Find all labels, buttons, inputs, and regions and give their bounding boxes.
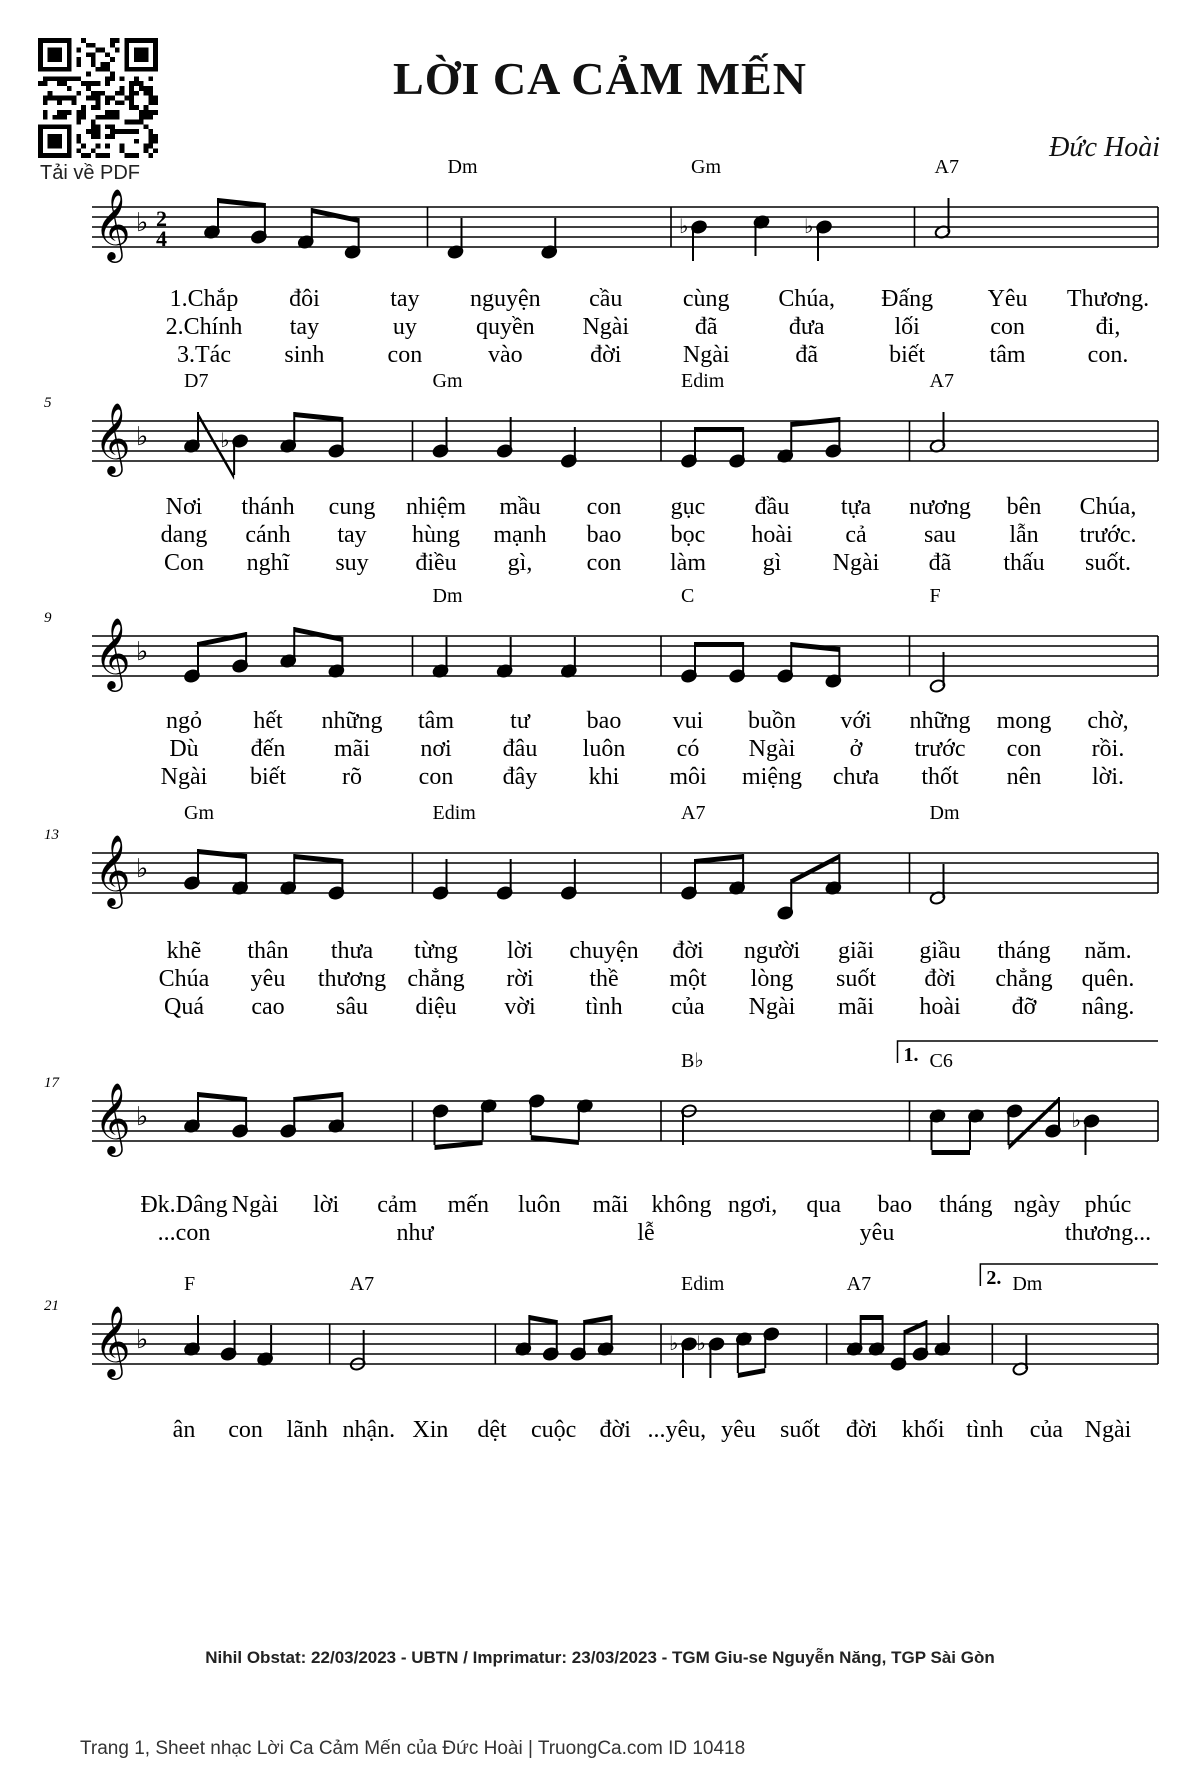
- lyric-syllable: khẽ: [166, 938, 202, 964]
- lyric-syllable: ngày: [1013, 1192, 1061, 1218]
- treble-clef-icon: 𝄞: [94, 616, 131, 689]
- lyric-syllable: Ngài: [1084, 1417, 1132, 1443]
- lyric-syllable: tư: [510, 708, 530, 734]
- lyric-syllable: biết: [250, 764, 286, 790]
- lyric-syllable: một: [669, 966, 707, 992]
- staff-system: [44, 370, 1158, 576]
- lyric-syllable: thánh: [241, 494, 295, 520]
- lyric-syllable: nhận.: [342, 1417, 396, 1443]
- lyric-syllable: vào: [488, 342, 523, 368]
- lyric-syllable: con: [586, 550, 622, 576]
- lyric-syllable: lẫn: [1009, 522, 1039, 548]
- lyric-syllable: thấu: [1003, 550, 1045, 576]
- page-footer: Trang 1, Sheet nhạc Lời Ca Cảm Mến của Đức Hoài | TruongCa.com ID 10418: [80, 1738, 746, 1759]
- chord-label: Dm: [432, 585, 463, 607]
- note-beam: [791, 854, 839, 884]
- lyric-syllable: như: [396, 1220, 434, 1246]
- chord-label: A7: [349, 1273, 375, 1295]
- lyric-syllable: cùng: [682, 286, 730, 312]
- lyric-syllable: mãi: [592, 1192, 629, 1218]
- lyric-syllable: thương: [317, 966, 387, 992]
- chord-label: Dm: [929, 802, 960, 824]
- lyric-syllable: chờ,: [1087, 708, 1129, 734]
- chord-label: Edim: [432, 802, 476, 824]
- lyric-syllable: đã: [795, 342, 818, 368]
- lyric-syllable: lối: [894, 314, 920, 340]
- lyric-syllable: đây: [502, 764, 538, 790]
- lyric-syllable: hoài: [751, 522, 793, 548]
- treble-clef-icon: 𝄞: [94, 1304, 131, 1377]
- treble-clef-icon: 𝄞: [94, 1081, 131, 1154]
- lyric-syllable: tình: [966, 1417, 1004, 1443]
- volta-bracket: [980, 1264, 1158, 1286]
- lyric-syllable: hoài: [919, 994, 961, 1020]
- lyric-syllable: mong: [996, 708, 1052, 734]
- flat-key-signature-icon: ♭: [136, 1325, 149, 1355]
- lyric-syllable: qua: [806, 1192, 842, 1218]
- measure-number: 21: [44, 1298, 59, 1314]
- lyric-syllable: tay: [289, 314, 320, 340]
- lyric-syllable: mãi: [334, 736, 370, 762]
- flat-accidental-icon: ♭: [679, 216, 689, 238]
- lyric-syllable: yêu: [250, 966, 286, 992]
- lyric-syllable: sau: [924, 522, 956, 548]
- lyric-syllable: khối: [901, 1417, 945, 1443]
- lyric-syllable: nghĩ: [246, 550, 290, 576]
- lyric-syllable: vui: [672, 708, 704, 734]
- lyric-syllable: con: [418, 764, 454, 790]
- flat-accidental-icon: ♭: [220, 430, 230, 452]
- lyric-syllable: của: [1029, 1417, 1064, 1443]
- flat-key-signature-icon: ♭: [136, 854, 149, 884]
- flat-key-signature-icon: ♭: [136, 422, 149, 452]
- lyric-syllable: đời: [924, 966, 956, 992]
- lyric-syllable: đâu: [502, 736, 538, 762]
- lyric-syllable: đến: [250, 736, 286, 762]
- lyric-syllable: hùng: [412, 522, 460, 548]
- lyric-syllable: bao: [586, 522, 622, 548]
- note-beam: [198, 632, 246, 647]
- lyric-syllable: ngơi,: [727, 1192, 778, 1218]
- chord-label: Edim: [681, 1273, 725, 1295]
- lyric-syllable: Yêu: [987, 286, 1028, 312]
- lyric-syllable: chẳng: [407, 966, 465, 992]
- lyric-syllable: con: [387, 342, 423, 368]
- lyric-syllable: đã: [694, 314, 718, 340]
- lyric-syllable: Con: [163, 550, 205, 576]
- lyric-syllable: đời: [599, 1417, 631, 1443]
- lyric-syllable: trước: [914, 736, 966, 762]
- lyric-syllable: mạnh: [493, 522, 547, 548]
- lyric-syllable: dệt: [477, 1417, 507, 1443]
- chord-label: Dm: [447, 156, 478, 178]
- lyric-syllable: thân: [247, 938, 289, 964]
- lyric-syllable: gì: [762, 550, 782, 576]
- lyric-syllable: suốt.: [1084, 550, 1132, 576]
- lyric-syllable: đã: [928, 550, 952, 576]
- lyric-syllable: diệu: [415, 994, 457, 1020]
- lyric-syllable: tay: [337, 522, 367, 548]
- lyric-syllable: suốt: [835, 966, 877, 992]
- lyric-syllable: hết: [253, 708, 283, 734]
- chord-label: Edim: [681, 370, 725, 392]
- lyric-syllable: đầu: [754, 494, 790, 520]
- lyric-syllable: tháng: [997, 938, 1051, 964]
- chord-label: A7: [846, 1273, 872, 1295]
- chord-label: D7: [184, 370, 209, 392]
- lyric-syllable: thưa: [330, 938, 374, 964]
- note-beam: [932, 1150, 971, 1155]
- lyric-syllable: rồi.: [1091, 736, 1125, 762]
- lyric-syllable: Ngài: [231, 1192, 279, 1218]
- lyric-syllable: đưa: [788, 314, 825, 340]
- composer-name: Đức Hoài: [1049, 132, 1160, 163]
- lyric-syllable: biết: [889, 342, 926, 368]
- lyric-syllable: nhiệm: [406, 494, 466, 520]
- lyric-syllable: những: [909, 708, 971, 734]
- lyric-syllable: 3.Tác: [177, 342, 231, 368]
- lyric-syllable: thốt: [921, 764, 959, 790]
- measure-number: 9: [44, 610, 52, 626]
- chord-label: Gm: [432, 370, 463, 392]
- staff-system: [44, 1041, 1158, 1246]
- volta-number: 2.: [986, 1267, 1002, 1289]
- treble-clef-icon: 𝄞: [94, 833, 131, 906]
- imprimatur-note: Nihil Obstat: 22/03/2023 - UBTN / Imprimatur: 23/03/2023 - TGM Giu-se Nguyễn Năng, TGP Sài Gòn: [205, 1648, 995, 1667]
- lyric-syllable: rời: [506, 966, 534, 992]
- lyric-syllable: sinh: [284, 342, 325, 368]
- lyric-syllable: Ngài: [832, 550, 880, 576]
- staff-system: [44, 802, 1158, 1020]
- lyric-syllable: Chúa,: [778, 286, 836, 312]
- volta-number: 1.: [903, 1044, 919, 1066]
- lyric-syllable: đời: [672, 938, 704, 964]
- lyric-syllable: ở: [849, 736, 863, 762]
- lyric-syllable: cao: [251, 994, 285, 1020]
- measure-number: 13: [44, 827, 59, 843]
- lyric-syllable: từng: [414, 938, 458, 964]
- lyric-syllable: đi,: [1095, 314, 1121, 340]
- note-beam: [738, 1368, 765, 1378]
- lyric-syllable: Nơi: [165, 494, 203, 520]
- chord-label: B♭: [681, 1050, 704, 1072]
- lyric-syllable: nâng.: [1081, 994, 1135, 1020]
- lyric-syllable: có: [676, 736, 700, 762]
- lyric-syllable: suốt: [779, 1417, 821, 1443]
- time-signature-top: 2: [156, 206, 167, 231]
- chord-label: C: [681, 585, 695, 607]
- flat-accidental-icon: ♭: [669, 1333, 679, 1355]
- note-beam: [905, 1320, 927, 1335]
- lyric-syllable: con: [1006, 736, 1042, 762]
- note-beam: [294, 627, 342, 642]
- lyric-syllable: cảm: [377, 1192, 418, 1218]
- lyric-syllable: yêu: [721, 1417, 756, 1443]
- lyric-syllable: người: [743, 938, 801, 964]
- lyric-syllable: sâu: [336, 994, 368, 1020]
- chord-label: A7: [934, 156, 959, 178]
- note-beam: [531, 1135, 579, 1145]
- lyric-syllable: Ngài: [582, 314, 630, 340]
- lyric-syllable: tâm: [989, 342, 1026, 368]
- lyric-syllable: con.: [1087, 342, 1129, 368]
- lyric-syllable: tựa: [840, 494, 872, 520]
- lyric-syllable: buồn: [748, 708, 796, 734]
- lyric-syllable: Ngài: [748, 736, 796, 762]
- chord-label: F: [184, 1273, 196, 1295]
- lyric-syllable: gục: [670, 494, 706, 520]
- chord-label: C6: [929, 1050, 953, 1072]
- lyric-syllable: tháng: [939, 1192, 993, 1218]
- lyric-syllable: Thương.: [1066, 286, 1150, 312]
- lyric-syllable: giầu: [919, 938, 961, 964]
- lyric-syllable: vời: [504, 994, 536, 1020]
- lyric-syllable: tay: [390, 286, 420, 312]
- chord-label: Dm: [1012, 1273, 1043, 1295]
- lyric-syllable: nơi: [420, 736, 452, 762]
- lyric-syllable: ...con: [157, 1220, 211, 1246]
- lyric-syllable: khi: [588, 764, 620, 790]
- chord-label: A7: [929, 370, 954, 392]
- note-beam: [198, 849, 246, 859]
- lyric-syllable: gì,: [507, 550, 533, 576]
- lyric-syllable: ngỏ: [166, 708, 202, 734]
- lyric-syllable: Ngài: [160, 764, 208, 790]
- chord-label: A7: [681, 802, 706, 824]
- lyric-syllable: nương: [909, 494, 971, 520]
- note-beam: [695, 427, 743, 432]
- lyric-syllable: con: [990, 314, 1025, 340]
- lyric-syllable: con: [228, 1417, 263, 1443]
- lyric-syllable: của: [671, 994, 705, 1020]
- lyric-syllable: lời: [313, 1192, 340, 1218]
- lyric-syllable: lời.: [1091, 764, 1125, 790]
- lyric-syllable: những: [321, 708, 383, 734]
- treble-clef-icon: 𝄞: [94, 401, 131, 474]
- lyric-syllable: miệng: [742, 764, 802, 790]
- treble-clef-icon: 𝄞: [94, 187, 131, 260]
- lyric-syllable: lãnh: [286, 1417, 328, 1443]
- lyric-syllable: mãi: [838, 994, 874, 1020]
- lyric-syllable: quên.: [1081, 966, 1135, 992]
- flat-key-signature-icon: ♭: [136, 1102, 149, 1132]
- flat-accidental-icon: ♭: [1071, 1110, 1081, 1132]
- lyric-syllable: điều: [415, 550, 457, 576]
- lyric-syllable: Dù: [169, 736, 199, 762]
- lyric-syllable: Xin: [412, 1417, 449, 1443]
- lyric-syllable: quyền: [476, 314, 535, 340]
- lyric-syllable: cung: [328, 494, 376, 520]
- time-signature-bottom: 4: [156, 226, 167, 251]
- lyric-syllable: Đấng: [881, 286, 934, 312]
- flat-accidental-icon: ♭: [804, 216, 814, 238]
- lyric-syllable: cánh: [245, 522, 291, 548]
- lyric-syllable: phúc: [1084, 1192, 1132, 1218]
- measure-number: 5: [44, 395, 52, 411]
- lyric-syllable: rõ: [342, 764, 362, 790]
- lyric-syllable: yêu: [859, 1220, 895, 1246]
- lyric-syllable: chuyện: [569, 938, 639, 964]
- lyric-syllable: luôn: [582, 736, 626, 762]
- lyric-syllable: chưa: [832, 764, 880, 790]
- lyric-syllable: lễ: [637, 1220, 655, 1246]
- lyric-syllable: ...yêu,: [647, 1417, 707, 1443]
- lyric-syllable: con: [586, 494, 622, 520]
- lyric-syllable: tâm: [418, 708, 454, 734]
- lyric-syllable: 1.Chắp: [169, 286, 239, 312]
- lyric-syllable: suy: [335, 550, 369, 576]
- lyric-syllable: Ngài: [748, 994, 796, 1020]
- lyric-syllable: đôi: [289, 286, 320, 312]
- note-beam: [861, 1315, 883, 1320]
- lyric-syllable: bọc: [670, 522, 706, 548]
- flat-key-signature-icon: ♭: [136, 208, 149, 238]
- flat-key-signature-icon: ♭: [136, 637, 149, 667]
- lyric-syllable: đời: [590, 342, 622, 368]
- lyric-syllable: dang: [160, 522, 208, 548]
- lyric-syllable: với: [840, 708, 872, 734]
- lyric-syllable: bên: [1006, 494, 1042, 520]
- lyric-syllable: thề: [589, 966, 619, 992]
- flat-accidental-icon: ♭: [696, 1333, 706, 1355]
- lyric-syllable: Đk.Dâng: [140, 1192, 228, 1218]
- note-beam: [695, 642, 743, 647]
- lyric-syllable: năm.: [1084, 938, 1132, 964]
- lyric-syllable: làm: [670, 550, 706, 576]
- lyric-syllable: trước.: [1079, 522, 1137, 548]
- staff-system: [44, 585, 1158, 790]
- lyric-syllable: thương...: [1064, 1220, 1152, 1246]
- lyric-syllable: môi: [669, 764, 707, 790]
- download-pdf-link[interactable]: Tải về PDF: [40, 162, 141, 184]
- staff-system: [44, 1264, 1158, 1443]
- lyric-syllable: tình: [585, 994, 623, 1020]
- lyric-syllable: lòng: [750, 966, 794, 992]
- lyric-syllable: đời: [845, 1417, 878, 1443]
- note-beam: [791, 642, 839, 652]
- lyric-syllable: Quá: [164, 994, 204, 1020]
- lyric-syllable: nguyện: [470, 286, 541, 312]
- lyric-syllable: nên: [1006, 764, 1042, 790]
- staff-system: [92, 156, 1158, 368]
- lyric-syllable: không: [651, 1192, 712, 1218]
- lyric-syllable: ân: [172, 1417, 196, 1443]
- lyric-syllable: mến: [447, 1192, 489, 1218]
- lyric-syllable: luôn: [518, 1192, 561, 1218]
- lyric-syllable: bao: [586, 708, 622, 734]
- lyric-syllable: cầu: [589, 286, 623, 312]
- lyric-syllable: chẳng: [995, 966, 1053, 992]
- measure-number: 17: [44, 1075, 59, 1091]
- lyric-syllable: cả: [845, 522, 867, 548]
- lyric-syllable: Ngài: [682, 342, 730, 368]
- lyric-syllable: 2.Chính: [165, 314, 243, 340]
- lyric-syllable: giãi: [838, 938, 874, 964]
- lyric-syllable: Chúa: [158, 966, 210, 992]
- chord-label: Gm: [184, 802, 214, 824]
- lyric-syllable: bao: [877, 1192, 913, 1218]
- lyric-syllable: lời: [506, 938, 534, 964]
- lyric-syllable: đỡ: [1011, 994, 1037, 1020]
- note-beam: [791, 417, 839, 427]
- chord-label: F: [929, 585, 941, 607]
- lyric-syllable: mầu: [499, 494, 541, 520]
- lyric-syllable: Chúa,: [1079, 494, 1137, 520]
- chord-label: Gm: [691, 156, 721, 178]
- lyric-syllable: cuộc: [530, 1417, 577, 1443]
- song-title: LỜI CA CẢM MẾN: [393, 53, 807, 104]
- lyric-syllable: uy: [392, 314, 417, 340]
- note-beam: [312, 208, 359, 223]
